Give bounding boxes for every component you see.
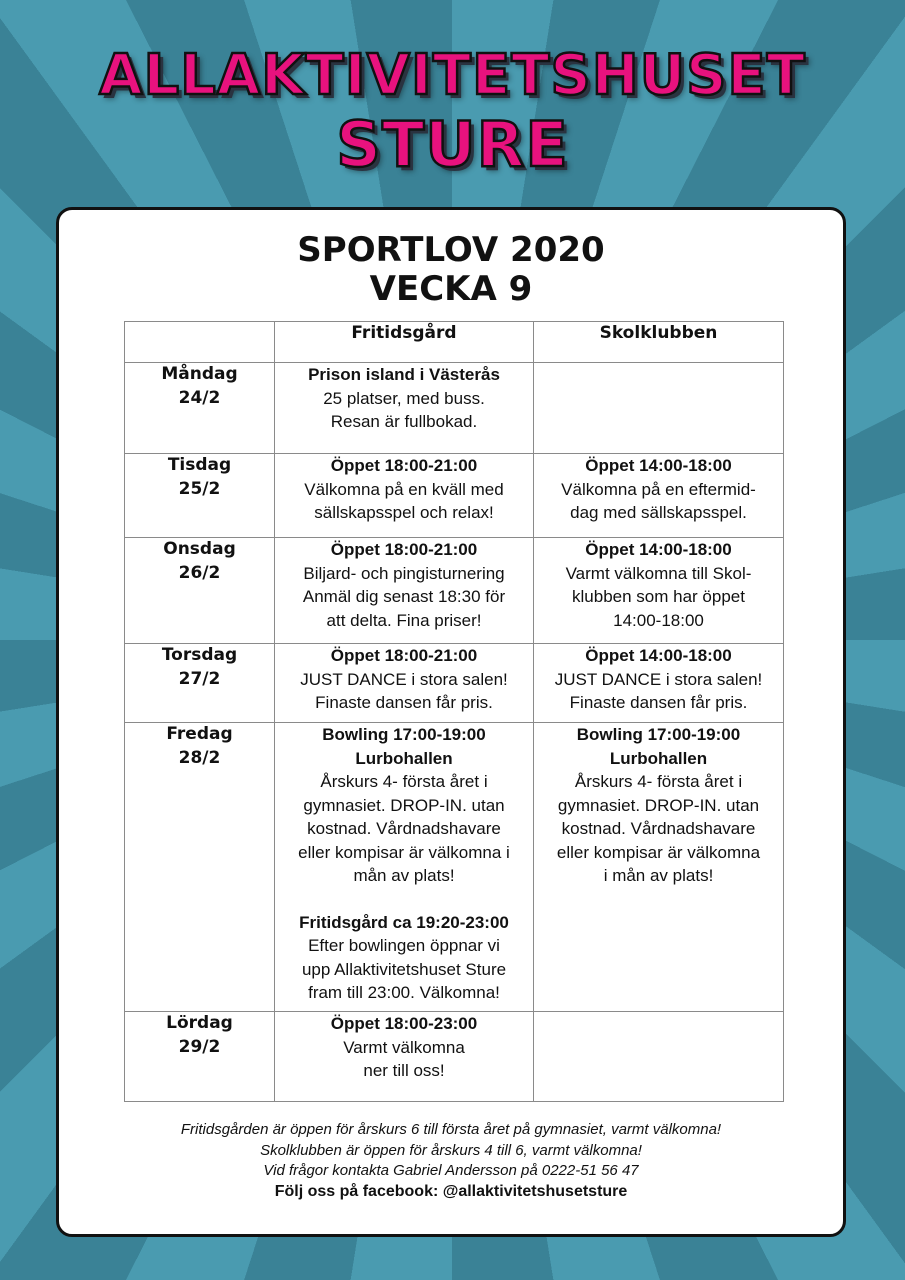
activity-text: kostnad. Vårdnadshavare	[307, 819, 501, 838]
activity-heading: Lurbohallen	[355, 748, 453, 768]
fritidsgard-cell	[275, 1012, 534, 1102]
day-name: Tisdag	[167, 455, 232, 475]
fritidsgard-cell	[275, 538, 534, 644]
fritidsgard-cell	[275, 644, 534, 723]
activity-text: 14:00-18:00	[613, 610, 704, 630]
day-cell	[125, 1012, 275, 1102]
subtitle-line-2: VECKA 9	[369, 269, 533, 309]
activity-heading: Öppet 14:00-18:00	[585, 540, 732, 559]
day-cell	[125, 644, 275, 723]
footer-line-3: Vid frågor kontakta Gabriel Andersson på 0222-51 56 47	[263, 1162, 639, 1179]
activity-text: klubben som har öppet	[572, 587, 745, 606]
activity-heading: Öppet 14:00-18:00	[585, 456, 732, 475]
activity-heading: Bowling 17:00-19:00	[576, 725, 741, 744]
activity-text: JUST DANCE i stora salen!	[300, 669, 508, 689]
day-name: Måndag	[161, 364, 238, 384]
activity-text: Efter bowlingen öppnar vi	[308, 936, 500, 955]
table-row	[125, 1012, 784, 1102]
header-fritidsgard: Fritidsgård	[275, 322, 534, 363]
header-skolklubben: Skolklubben	[534, 322, 784, 363]
activity-text: Biljard- och pingisturnering	[303, 563, 505, 583]
day-cell	[125, 538, 275, 644]
day-date: 26/2	[178, 562, 221, 583]
table-row	[125, 538, 784, 644]
activity-heading: Fritidsgård ca 19:20-23:00	[299, 912, 509, 932]
header-empty	[125, 322, 275, 363]
activity-text: i mån av plats!	[603, 866, 714, 885]
activity-heading: Öppet 18:00-21:00	[330, 456, 478, 475]
subtitle-line-1: SPORTLOV 2020	[297, 230, 605, 270]
facebook-link[interactable]: Följ oss på facebook: @allaktivitetshusetsture	[274, 1182, 628, 1200]
footer-line-2: Skolklubben är öppen för årskurs 4 till 6, varmt välkomna!	[260, 1141, 642, 1159]
skolklubben-cell	[534, 644, 784, 723]
activity-text: Resan är fullbokad.	[330, 412, 478, 431]
skolklubben-cell	[534, 538, 784, 644]
activity-text: 25 platser, med buss.	[323, 388, 485, 408]
activity-text: eller kompisar är välkomna i	[298, 842, 510, 862]
activity-text: Välkomna på en eftermid-	[561, 479, 756, 499]
day-cell	[125, 454, 275, 538]
activity-text: sällskapsspel och relax!	[314, 503, 494, 522]
activity-text: Finaste dansen får pris.	[569, 693, 748, 712]
table-row	[125, 723, 784, 1012]
day-date: 29/2	[178, 1036, 221, 1057]
fritidsgard-cell	[275, 723, 534, 1012]
table-row	[125, 363, 784, 454]
activity-heading: Öppet 18:00-23:00	[330, 1014, 478, 1033]
activity-text: gymnasiet. DROP-IN. utan	[303, 795, 505, 815]
activity-text: ner till oss!	[363, 1061, 445, 1080]
footer-line-1: Fritidsgården är öppen för årskurs 6 till första året på gymnasiet, varmt välkomna!	[180, 1121, 722, 1138]
activity-text: fram till 23:00. Välkomna!	[308, 983, 500, 1002]
activity-heading: Öppet 18:00-21:00	[330, 540, 478, 559]
day-date: 24/2	[178, 387, 221, 408]
activity-text: Anmäl dig senast 18:30 för	[302, 587, 506, 606]
skolklubben-cell	[534, 723, 784, 1012]
title-line-2: STURE	[336, 108, 569, 181]
day-name: Torsdag	[161, 645, 238, 665]
day-name: Onsdag	[163, 539, 236, 559]
day-cell	[125, 723, 275, 1012]
activity-heading: Lurbohallen	[609, 748, 708, 768]
activity-text: kostnad. Vårdnadshavare	[561, 819, 756, 838]
fritidsgard-cell	[275, 454, 534, 538]
day-date: 27/2	[178, 668, 221, 689]
day-name: Fredag	[166, 724, 233, 744]
activity-text: eller kompisar är välkomna	[556, 842, 761, 862]
day-date: 28/2	[178, 747, 221, 768]
spacer	[275, 888, 533, 911]
activity-text: gymnasiet. DROP-IN. utan	[557, 795, 760, 815]
activity-text: upp Allaktivitetshuset Sture	[301, 959, 507, 979]
day-date: 25/2	[178, 478, 221, 499]
day-name: Lördag	[166, 1013, 233, 1033]
skolklubben-cell	[534, 1012, 784, 1102]
activity-text: Finaste dansen får pris.	[315, 693, 493, 712]
activity-text: att delta. Fina priser!	[326, 610, 482, 630]
activity-heading: Bowling 17:00-19:00	[322, 725, 486, 744]
activity-text: Årskurs 4- första året i	[574, 772, 743, 791]
activity-heading: Öppet 14:00-18:00	[585, 646, 732, 665]
skolklubben-cell	[534, 363, 784, 454]
table-row	[125, 644, 784, 723]
skolklubben-cell	[534, 454, 784, 538]
activity-text: mån av plats!	[353, 866, 455, 885]
footer	[59, 1120, 843, 1202]
day-cell	[125, 363, 275, 454]
activity-heading: Prison island i Västerås	[308, 365, 500, 384]
table-row	[125, 454, 784, 538]
table-header-row	[125, 322, 784, 363]
activity-text: Årskurs 4- första året i	[320, 772, 488, 791]
fritidsgard-cell	[275, 363, 534, 454]
activity-text: JUST DANCE i stora salen!	[554, 669, 763, 689]
schedule-card	[56, 207, 846, 1237]
activity-heading: Öppet 18:00-21:00	[330, 646, 478, 665]
schedule-table	[124, 321, 784, 1102]
activity-text: Varmt välkomna till Skol-	[565, 563, 752, 583]
activity-text: Välkomna på en kväll med	[304, 479, 504, 499]
title-line-1: ALLAKTIVITETSHUSET	[99, 43, 806, 108]
activity-text: dag med sällskapsspel.	[570, 503, 747, 522]
activity-text: Varmt välkomna	[343, 1037, 465, 1057]
